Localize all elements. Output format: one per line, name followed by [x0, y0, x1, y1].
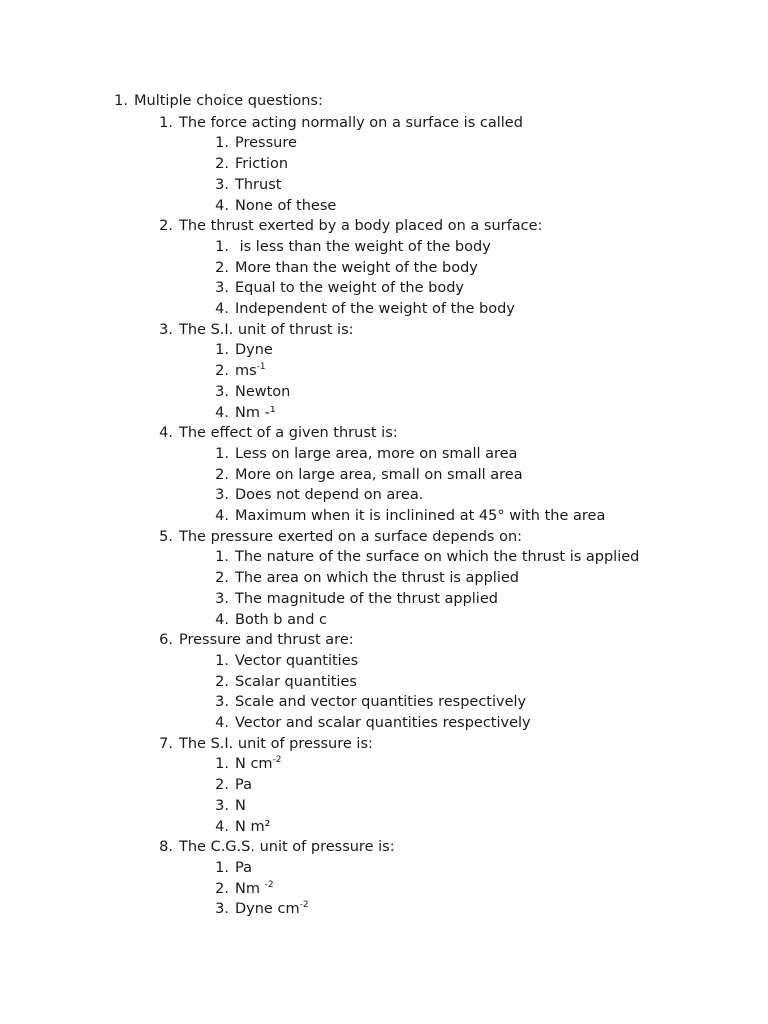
option-text: is less than the weight of the body: [235, 238, 491, 255]
list-number: 4.: [215, 197, 229, 214]
option-text: Thrust: [235, 176, 282, 193]
question-item: [157, 734, 373, 755]
option-text: Nm -¹: [235, 404, 276, 421]
list-number: 2.: [215, 466, 229, 483]
question-item: [157, 630, 354, 651]
list-number: 1.: [215, 135, 229, 152]
list-number: 4.: [215, 301, 229, 317]
option-item: [213, 465, 523, 486]
option-item: [213, 175, 281, 196]
list-number: 2.: [215, 259, 229, 276]
superscript: -2: [272, 755, 282, 766]
option-item: [213, 237, 491, 258]
list-number: 5.: [159, 528, 173, 545]
option-text: Newton: [235, 383, 291, 400]
option-text: Pa: [235, 859, 252, 876]
question-text: The C.G.S. unit of pressure is:: [179, 839, 395, 856]
superscript: -1: [256, 362, 266, 373]
superscript: -2: [299, 900, 309, 911]
option-text: The nature of the surface on which the thrust is applied: [235, 549, 640, 566]
option-text: Vector and scalar quantities respectively: [235, 715, 531, 731]
option-item: [213, 796, 246, 817]
option-item: [213, 278, 464, 299]
question-text: The S.I. unit of thrust is:: [179, 321, 354, 338]
option-item: [213, 133, 297, 154]
option-item: [213, 361, 266, 382]
option-item: [213, 299, 515, 320]
list-number: 2.: [215, 570, 229, 587]
list-number: 4.: [215, 715, 229, 731]
option-item: [213, 196, 336, 217]
list-number: 1.: [215, 652, 229, 669]
question-text: The effect of a given thrust is:: [179, 425, 398, 442]
list-number: 1.: [215, 238, 229, 255]
option-text: None of these: [235, 197, 337, 214]
option-item: [213, 754, 282, 775]
list-number: 3.: [159, 321, 173, 338]
option-text: More on large area, small on small area: [235, 466, 523, 483]
list-number: 1.: [215, 342, 229, 359]
question-item: [157, 837, 395, 858]
option-item: [213, 547, 639, 568]
option-text: Pressure: [235, 135, 297, 152]
option-item: [213, 485, 423, 506]
option-text: Dyne cm: [235, 901, 300, 918]
list-number: 1.: [114, 93, 128, 109]
list-number: 4.: [215, 611, 229, 628]
option-text: Maximum when it is inclinined at 45° with the area: [235, 508, 606, 524]
list-number: 4.: [215, 818, 229, 835]
list-number: 4.: [215, 404, 229, 421]
option-text: N cm: [235, 756, 273, 773]
question-text: The thrust exerted by a body placed on a surface:: [179, 218, 543, 235]
list-number: 3.: [215, 901, 229, 918]
option-text: ms: [235, 363, 257, 380]
option-item: [213, 879, 274, 900]
list-number: 2.: [215, 363, 229, 380]
option-text: Pa: [235, 777, 252, 794]
option-item: [213, 568, 519, 589]
question-item: [157, 113, 523, 134]
list-number: 1.: [215, 445, 229, 462]
list-number: 3.: [215, 280, 229, 297]
option-item: [213, 713, 531, 734]
list-number: 3.: [215, 487, 229, 504]
list-number: 1.: [215, 756, 229, 773]
option-item: [213, 589, 498, 610]
option-text: N m²: [235, 818, 271, 835]
option-text: Does not depend on area.: [235, 487, 424, 504]
option-text: Equal to the weight of the body: [235, 280, 464, 297]
list-number: 3.: [215, 176, 229, 193]
list-number: 2.: [159, 218, 173, 235]
option-item: [213, 382, 290, 403]
option-text: The area on which the thrust is applied: [235, 570, 519, 587]
option-text: More than the weight of the body: [235, 259, 478, 276]
superscript: -2: [264, 879, 274, 890]
option-item: [213, 672, 357, 693]
list-number: 2.: [215, 880, 229, 897]
question-text: The pressure exerted on a surface depends on:: [179, 528, 523, 545]
list-number: 7.: [159, 735, 173, 752]
list-number: 1.: [215, 549, 229, 566]
list-number: 3.: [215, 383, 229, 400]
question-item: [157, 423, 398, 444]
option-item: [213, 817, 270, 838]
question-text: The force acting normally on a surface is called: [179, 114, 523, 131]
list-number: 1.: [159, 114, 173, 131]
option-text: Scalar quantities: [235, 673, 357, 690]
option-item: [213, 775, 252, 796]
list-number: 2.: [215, 156, 229, 173]
list-number: 8.: [159, 839, 173, 856]
option-item: [213, 258, 478, 279]
option-text: N: [235, 797, 246, 814]
section-heading: [112, 91, 323, 112]
question-item: [157, 320, 354, 341]
question-item: [157, 527, 522, 548]
option-text: Independent of the weight of the body: [235, 301, 515, 317]
option-text: Vector quantities: [235, 652, 359, 669]
list-number: 6.: [159, 632, 173, 649]
list-number: 2.: [215, 777, 229, 794]
list-number: 4.: [159, 425, 173, 442]
option-item: [213, 858, 252, 879]
list-number: 4.: [215, 508, 229, 524]
option-text: Nm: [235, 880, 265, 897]
list-number: 3.: [215, 590, 229, 607]
list-number: 3.: [215, 694, 229, 711]
option-item: [213, 610, 327, 631]
question-item: [157, 216, 542, 237]
option-item: [213, 444, 517, 465]
list-number: 2.: [215, 673, 229, 690]
question-text: The S.I. unit of pressure is:: [179, 735, 373, 752]
list-number: 1.: [215, 859, 229, 876]
list-number: 3.: [215, 797, 229, 814]
option-item: [213, 692, 526, 713]
option-item: [213, 651, 358, 672]
option-text: Friction: [235, 156, 289, 173]
option-text: Both b and c: [235, 611, 327, 628]
option-text: Less on large area, more on small area: [235, 445, 518, 462]
option-item: [213, 899, 309, 920]
option-item: [213, 403, 276, 424]
option-item: [213, 506, 605, 527]
heading-text: Multiple choice questions:: [134, 93, 323, 109]
option-item: [213, 154, 288, 175]
option-text: The magnitude of the thrust applied: [235, 590, 498, 607]
option-text: Dyne: [235, 342, 273, 359]
option-item: [213, 340, 273, 361]
question-text: Pressure and thrust are:: [179, 632, 354, 649]
option-text: Scale and vector quantities respectively: [235, 694, 527, 711]
